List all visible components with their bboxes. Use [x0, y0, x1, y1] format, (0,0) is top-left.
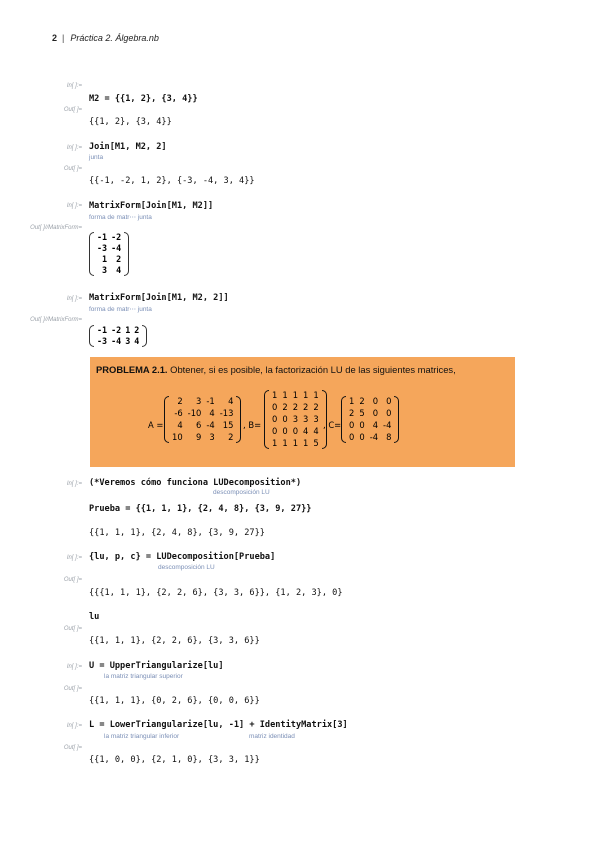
page-number: 2 [52, 33, 58, 43]
right-parenthesis [236, 396, 241, 443]
matrix-entry: 0 [272, 426, 278, 436]
matrix-entry: -2 [111, 325, 122, 335]
in-label: In[ ]:= [66, 664, 82, 670]
matrix-c-label: , C= [323, 420, 342, 430]
function-hint: forma de matr⋯ junta [89, 306, 152, 313]
matrix-entry: 2 [359, 396, 365, 406]
problem-text: Obtener, si es posible, la factorización LU de las siguientes matrices, [167, 364, 456, 375]
matrix-entry: 3 [313, 414, 319, 424]
matrix-entry: 4 [372, 420, 379, 430]
matrix-grid [346, 396, 394, 443]
matrix-entry: 2 [282, 402, 288, 412]
matrix-entry: 1 [292, 438, 299, 448]
matrix-entry: 4 [303, 426, 309, 436]
matrix-entry: 4 [116, 265, 122, 275]
input-cell[interactable]: MatrixForm[Join[M1, M2, 2]] [89, 293, 229, 303]
matrix-entry: 1 [282, 438, 288, 448]
matrix-entry: 0 [272, 414, 278, 424]
in-label: In[ ]:= [66, 296, 82, 302]
out-matrixform-label: Out[ ]//MatrixForm= [30, 225, 82, 231]
matrix-entry: 3 [196, 396, 202, 406]
matrix-grid [269, 390, 322, 449]
matrix-entry: 3 [209, 432, 215, 442]
output-cell: {{1, 2}, {3, 4}} [89, 117, 172, 127]
input-cell[interactable]: Join[M1, M2, 2] [89, 142, 167, 152]
input-cell[interactable]: lu [89, 612, 100, 622]
matrix-entry: -13 [219, 408, 234, 418]
matrix-entry: -4 [111, 336, 122, 346]
matrix-entry: 0 [386, 408, 392, 418]
out-label: Out[ ]= [63, 107, 82, 113]
matrix-entry: 0 [359, 432, 365, 442]
matrix-entry: 3 [125, 336, 131, 346]
matrix-entry: -10 [187, 408, 202, 418]
comment-cell[interactable]: (*Veremos cómo funciona LUDecomposition*) [89, 478, 302, 488]
matrix-entry: 15 [222, 420, 234, 430]
matrix-entry: -1 [97, 325, 108, 335]
matrix-grid [94, 325, 142, 347]
matrix-output [89, 325, 147, 347]
function-hint: descomposición LU [213, 489, 270, 496]
matrix-output [89, 232, 129, 276]
output-cell: {{-1, -2, 1, 2}, {-3, -4, 3, 4}} [89, 176, 255, 186]
matrix-entry: 1 [282, 390, 288, 400]
matrix-entry: 0 [292, 426, 299, 436]
input-cell[interactable]: {lu, p, c} = LUDecomposition[Prueba] [89, 552, 276, 562]
matrix-entry: 0 [349, 420, 355, 430]
matrix-entry: 4 [313, 426, 319, 436]
right-parenthesis [142, 325, 147, 347]
matrix-entry: -3 [97, 336, 108, 346]
header-separator: | [62, 33, 65, 43]
matrix-entry: 0 [272, 402, 278, 412]
matrix-entry: 3 [102, 265, 108, 275]
matrix-entry: 1 [272, 438, 278, 448]
out-label: Out[ ]= [63, 626, 82, 632]
matrix-entry: 2 [116, 254, 122, 264]
function-hint: descomposición LU [158, 564, 215, 571]
in-label: In[ ]:= [66, 203, 82, 209]
output-cell: {{1, 1, 1}, {0, 2, 6}, {0, 0, 6}} [89, 696, 260, 706]
matrix-entry: 1 [125, 325, 131, 335]
matrix-entry: -2 [111, 232, 122, 242]
in-label: In[ ]:= [66, 145, 82, 151]
input-cell[interactable]: MatrixForm[Join[M1, M2]] [89, 201, 214, 211]
matrix-entry: 2 [177, 396, 183, 406]
matrix-entry: 4 [134, 336, 140, 346]
matrix-a-label: A = [148, 420, 164, 430]
out-label: Out[ ]= [63, 577, 82, 583]
function-hint: la matriz triangular superior [104, 673, 183, 680]
matrix-entry: 2 [303, 402, 309, 412]
matrix-b [264, 390, 327, 449]
matrix-entry: 3 [303, 414, 309, 424]
input-cell[interactable]: L = LowerTriangularize[lu, -1] + IdentityMatrix[3] [89, 720, 348, 730]
function-hint: forma de matr⋯ junta [89, 214, 152, 221]
out-matrixform-label: Out[ ]//MatrixForm= [30, 317, 82, 323]
matrix-entry: 0 [282, 426, 288, 436]
matrix-entry: -1 [206, 396, 215, 406]
in-label: In[ ]:= [66, 83, 82, 89]
output-cell: {{{1, 1, 1}, {2, 2, 6}, {3, 3, 6}}, {1, 2, 3}, 0} [89, 588, 343, 598]
matrix-entry: 4 [177, 420, 183, 430]
matrix-entry: 1 [349, 396, 355, 406]
output-cell: {{1, 1, 1}, {2, 4, 8}, {3, 9, 27}} [89, 528, 265, 538]
notebook-title: Práctica 2. Álgebra.nb [70, 33, 159, 43]
matrix-entry: 4 [209, 408, 215, 418]
page-header [52, 33, 159, 43]
input-cell[interactable]: M2 = {{1, 2}, {3, 4}} [89, 94, 198, 104]
matrix-entry: 1 [313, 390, 319, 400]
matrix-entry: 10 [172, 432, 183, 442]
matrix-entry: 1 [102, 254, 108, 264]
matrix-entry: -4 [383, 420, 392, 430]
problem-number: PROBLEMA 2.1. [96, 364, 168, 375]
in-label: In[ ]:= [66, 481, 82, 487]
matrix-entry: -1 [97, 232, 108, 242]
matrix-entry: 8 [386, 432, 392, 442]
function-hint: la matriz triangular inferior [104, 733, 180, 740]
matrix-grid [169, 396, 236, 443]
matrix-entry: 6 [196, 420, 202, 430]
matrix-entry: -4 [111, 243, 122, 253]
matrix-entry: -4 [206, 420, 215, 430]
matrix-entry: 1 [272, 390, 278, 400]
matrix-entry: 0 [372, 408, 379, 418]
matrix-entry: 2 [313, 402, 319, 412]
matrix-entry: 9 [196, 432, 202, 442]
matrix-entry: 2 [349, 408, 355, 418]
matrix-entry: 0 [386, 396, 392, 406]
matrix-c [341, 396, 399, 443]
matrix-entry: -4 [369, 432, 379, 442]
matrix-a [164, 396, 241, 443]
output-cell: {{1, 1, 1}, {2, 2, 6}, {3, 3, 6}} [89, 636, 260, 646]
right-parenthesis [124, 232, 129, 276]
matrix-entry: 2 [228, 432, 234, 442]
matrix-entry: 2 [292, 402, 299, 412]
problem-statement [96, 364, 456, 375]
matrix-entry: 5 [359, 408, 365, 418]
function-hint: junta [89, 154, 104, 161]
matrix-grid [94, 232, 124, 276]
matrix-entry: -3 [97, 243, 108, 253]
output-cell: {{1, 0, 0}, {2, 1, 0}, {3, 3, 1}} [89, 755, 260, 765]
matrix-entry: 3 [292, 414, 299, 424]
matrix-entry: 5 [313, 438, 319, 448]
function-hint: matriz identidad [249, 733, 295, 740]
matrix-entry: 1 [303, 438, 309, 448]
out-label: Out[ ]= [63, 686, 82, 692]
matrix-entry: -6 [174, 408, 183, 418]
matrix-entry: 0 [372, 396, 379, 406]
matrix-entry: 0 [349, 432, 355, 442]
matrix-entry: 1 [292, 390, 299, 400]
matrix-entry: 4 [228, 396, 234, 406]
matrix-entry: 0 [359, 420, 365, 430]
input-cell[interactable]: Prueba = {{1, 1, 1}, {2, 4, 8}, {3, 9, 27}} [89, 504, 312, 514]
in-label: In[ ]:= [66, 555, 82, 561]
matrix-b-label: , B= [243, 420, 262, 430]
right-parenthesis [394, 396, 399, 443]
matrix-entry: 0 [282, 414, 288, 424]
out-label: Out[ ]= [63, 745, 82, 751]
out-label: Out[ ]= [63, 166, 82, 172]
matrix-entry: 1 [303, 390, 309, 400]
input-cell[interactable]: U = UpperTriangularize[lu] [89, 661, 224, 671]
in-label: In[ ]:= [66, 723, 82, 729]
matrix-entry: 2 [134, 325, 140, 335]
problem-box [90, 357, 515, 467]
